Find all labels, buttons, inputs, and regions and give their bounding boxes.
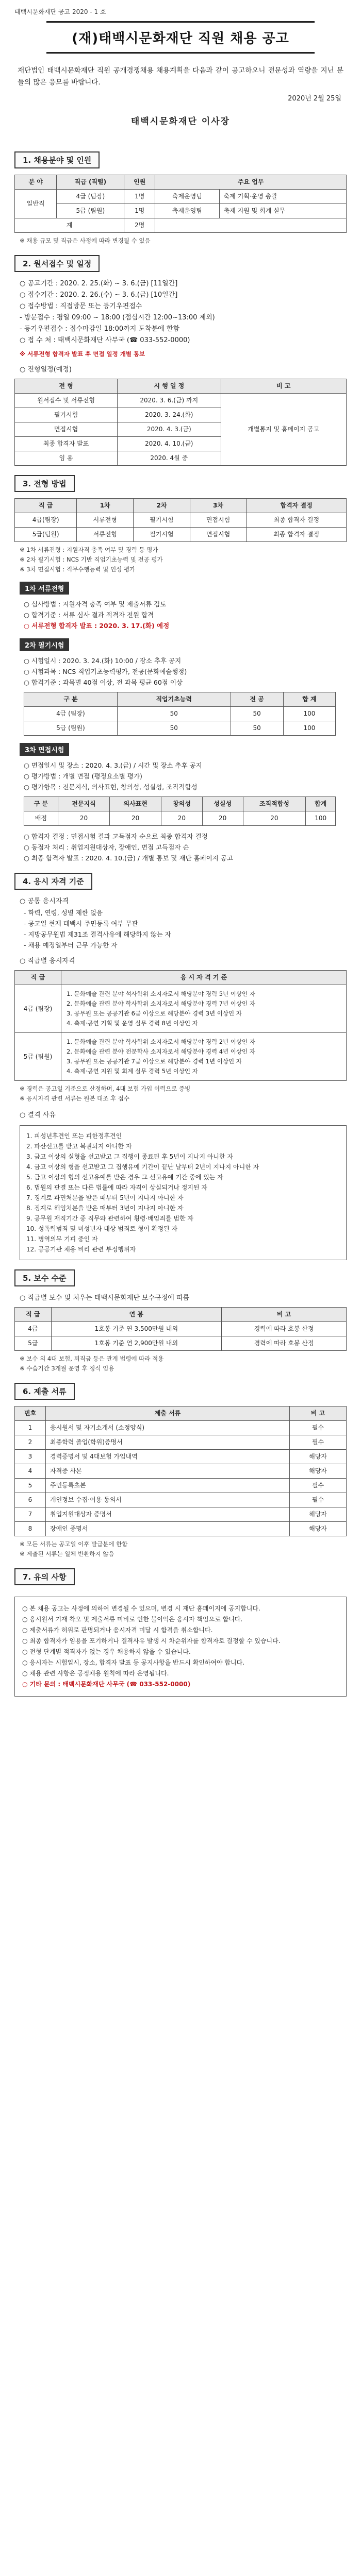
- stage-line: ○ 서류전형 합격자 발표 : 2020. 3. 17.(화) 예정: [24, 622, 170, 630]
- info-line: ○ 공고기간 : 2020. 2. 25.(화) ~ 3. 6.(금) [11일간]: [20, 280, 178, 287]
- schedule-table: [14, 379, 347, 466]
- qual-th: 응 시 자 격 기 준: [61, 971, 347, 985]
- interview-th: 조직적합성: [243, 797, 305, 811]
- schedule-date: 2020. 3. 6.(금) 까지: [118, 394, 221, 408]
- table-row: [15, 1033, 347, 1081]
- interview-table: [24, 796, 336, 826]
- table-row: [15, 1522, 347, 1536]
- info-line: - 방문접수 : 평일 09:00 ~ 18:00 (점심시간 12:00~13:00 제외): [20, 314, 215, 321]
- process-cell: 필기시험: [134, 528, 190, 542]
- section-5-heading: 5. 보수 수준: [14, 1269, 75, 1286]
- interview-th: 창의성: [161, 797, 202, 811]
- doc-th: 번호: [15, 1406, 46, 1421]
- common-line: - 채용 예정일부터 근무 가능한 자: [24, 941, 118, 949]
- doc-note: 필수: [290, 1479, 347, 1493]
- table-row: [15, 394, 347, 408]
- recruit-th-grade: 직급 (직렬): [57, 175, 124, 190]
- notice-date: 2020년 2월 25일: [288, 95, 341, 103]
- precaution-line: ○ 채용 관련 사항은 공정채용 원칙에 따라 운영됩니다.: [22, 1670, 169, 1677]
- exam-cell: 100: [283, 707, 336, 721]
- disq-line: 2. 파산선고를 받고 복권되지 아니한 자: [26, 1143, 132, 1150]
- page-title: (재)태백시문화재단 직원 채용 공고: [72, 31, 289, 46]
- final-decision: [24, 831, 347, 863]
- section-1-note: ※ 채용 규모 및 직급은 사정에 따라 변경될 수 있음: [20, 237, 151, 244]
- stage-2-heading: 2차 필기시험: [20, 638, 69, 651]
- intro-text: 재단법인 태백시문화재단 직원 공개경쟁채용 채용계획을 다음과 같이 공고하오니 전문성과 역량을 지닌 분들의 많은 응모를 바랍니다.: [18, 66, 343, 87]
- stage-line: ○ 평가항목 : 전문지식, 의사표현, 창의성, 성실성, 조직적합성: [24, 783, 198, 791]
- final-line: ○ 합격자 결정 : 면접시험 결과 고득점자 순으로 최종 합격자 결정: [24, 833, 208, 840]
- precaution-line: ○ 응시원서 기재 착오 및 제출서류 미비로 인한 불이익은 응시자 책임으로 합니다.: [22, 1616, 243, 1623]
- schedule-date: 2020. 3. 24.(화): [118, 408, 221, 422]
- disq-line: 5. 금고 이상의 형의 선고유예를 받은 경우 그 선고유예 기간 중에 있는 자: [26, 1174, 223, 1181]
- doc-th: 제출 서류: [46, 1406, 290, 1421]
- recruit-duty: 축제 지원 및 회계 실무: [219, 204, 346, 218]
- contact-line: ○ 기타 문의 : 태백시문화재단 사무국 (☎ 033-552-0000): [22, 1681, 191, 1688]
- interview-th: 합계: [306, 797, 336, 811]
- disqualification-box: [20, 1125, 347, 1260]
- schedule-stage: 최종 합격자 발표: [15, 437, 118, 451]
- qual-grade: 4급 (팀장): [15, 985, 61, 1033]
- doc-name: 자격증 사본: [46, 1464, 290, 1479]
- precaution-line: ○ 본 채용 공고는 사정에 의하여 변경될 수 있으며, 변경 시 재단 홈페이지에 공지합니다.: [22, 1605, 260, 1612]
- stage-line: ○ 시험과목 : NCS 직업기초능력평가, 전공(문화예술행정): [24, 668, 187, 675]
- doc-no: 7: [15, 1507, 46, 1522]
- table-row: [15, 985, 347, 1033]
- table-row: [15, 1322, 347, 1336]
- process-table: [14, 498, 347, 542]
- stage-line: ○ 시험일시 : 2020. 3. 24.(화) 10:00 / 장소 추후 공지: [24, 657, 182, 665]
- section-2-heading: 2. 원서접수 및 일정: [14, 255, 100, 272]
- schedule-stage: 임 용: [15, 451, 118, 466]
- process-note: ※ 2차 필기시험 : NCS 기반 직업기초능력 및 전공 평가: [20, 556, 163, 563]
- doc-note: 해당자: [290, 1507, 347, 1522]
- pay-cell: 4급: [15, 1322, 52, 1336]
- process-th: 합격자 결정: [247, 499, 347, 513]
- qual-grade: 5급 (팀원): [15, 1033, 61, 1081]
- doc-number: 태백시문화재단 공고 2020 - 1 호: [14, 8, 106, 15]
- process-note: ※ 3차 면접시험 : 직무수행능력 및 인성 평가: [20, 566, 136, 573]
- pay-th: 비 고: [222, 1308, 347, 1322]
- info-line: ○ 접수기간 : 2020. 2. 26.(수) ~ 3. 6.(금) [10일간]: [20, 291, 178, 299]
- stage-1-details: [24, 599, 347, 631]
- table-row: [15, 190, 347, 204]
- qual-th: 직 급: [15, 971, 61, 985]
- pay-cell: 1호봉 기준 연 2,900만원 내외: [51, 1336, 222, 1351]
- common-line: - 공고일 현재 태백시 주민등록 여부 무관: [24, 920, 138, 927]
- interview-cell: 20: [58, 811, 109, 826]
- doc-footnote: ※ 모든 서류는 공고일 이후 발급분에 한함: [20, 1540, 128, 1548]
- process-cell: 4급(팀장): [15, 513, 77, 528]
- doc-no: 4: [15, 1464, 46, 1479]
- disq-line: 12. 공공기관 채용 비리 관련 부정행위자: [26, 1246, 136, 1253]
- process-th: 2차: [134, 499, 190, 513]
- common-line: - 지방공무원법 제31조 결격사유에 해당하지 않는 자: [24, 930, 171, 938]
- table-row: [15, 513, 347, 528]
- common-line: - 학력, 연령, 성별 제한 없음: [24, 909, 103, 917]
- recruit-th-duty: 주요 업무: [155, 175, 347, 190]
- interview-th: 성실성: [202, 797, 243, 811]
- disq-line: 7. 징계로 파면처분을 받은 때부터 5년이 지나지 아니한 자: [26, 1194, 184, 1201]
- schedule-th-stage: 전 형: [15, 379, 118, 394]
- recruit-duty: 축제 기획·운영 총괄: [219, 190, 346, 204]
- qual-note: ※ 응시자격 관련 서류는 원본 대조 후 접수: [20, 1095, 129, 1102]
- qual-criteria: 1. 문화예술 관련 분야 학사학위 소지자로서 해당분야 경력 2년 이상인 자 2. 문화예술 관련 분야 전문학사 소지자로서 해당분야 경력 4년 이상인 자 3. 공무원 또는 공공기관 7급 이상으로 해당분야 경력 1년 이상인 자 4. 축제·공연 지원 및 회계 실무 경력 5년 이상인 자: [61, 1033, 347, 1081]
- doc-name: 장애인 증명서: [46, 1522, 290, 1536]
- schedule-th-note: 비 고: [221, 379, 347, 394]
- schedule-date: 2020. 4. 10.(금): [118, 437, 221, 451]
- schedule-note: 개별통지 및 홈페이지 공고: [221, 394, 347, 466]
- process-cell: 면접시험: [190, 528, 247, 542]
- common-title: ○ 공통 응시자격: [20, 897, 69, 905]
- pay-note: ※ 수습기간 3개월 운영 후 정식 임용: [20, 1365, 114, 1372]
- doc-no: 2: [15, 1435, 46, 1450]
- recruit-count: 1명: [124, 190, 155, 204]
- precaution-line: ○ 제출서류가 허위로 판명되거나 응시자격 미달 시 합격을 취소합니다.: [22, 1626, 213, 1634]
- exam-cell: 100: [283, 721, 336, 736]
- section-4-heading: 4. 응시 자격 기준: [14, 873, 92, 890]
- stage-3-heading: 3차 면접시험: [20, 743, 69, 756]
- interview-cell: 100: [306, 811, 336, 826]
- common-qualifications: [24, 907, 347, 951]
- table-row: [15, 1493, 347, 1507]
- schedule-stage: 원서접수 및 서류전형: [15, 394, 118, 408]
- exam-th: 합 계: [283, 692, 336, 707]
- qualification-table: [14, 970, 347, 1081]
- process-cell: 서류전형: [77, 528, 134, 542]
- exam-th: 직업기초능력: [117, 692, 231, 707]
- interview-th: 구 분: [24, 797, 58, 811]
- disq-line: 8. 징계로 해임처분을 받은 때부터 3년이 지나지 아니한 자: [26, 1205, 184, 1212]
- doc-note: 해당자: [290, 1464, 347, 1479]
- disq-title: ○ 결격 사유: [20, 1111, 56, 1119]
- pay-note: ※ 보수 외 4대 보험, 퇴직금 등은 관계 법령에 따라 적용: [20, 1355, 164, 1362]
- doc-no: 5: [15, 1479, 46, 1493]
- qual-note: ※ 경력은 공고일 기준으로 산정하며, 4대 보험 가입 이력으로 증빙: [20, 1085, 191, 1092]
- exam-cell: 50: [231, 721, 283, 736]
- issuing-org: 태백시문화재단 이사장: [130, 116, 231, 127]
- process-cell: 최종 합격자 결정: [247, 528, 347, 542]
- interview-cell: 20: [202, 811, 243, 826]
- schedule-date: 2020. 4. 3.(금): [118, 422, 221, 437]
- pay-intro: ○ 직급별 보수 및 처우는 태백시문화재단 보수규정에 따름: [20, 1294, 190, 1302]
- section-3-heading: 3. 전형 방법: [14, 475, 75, 492]
- precaution-line: ○ 최종 합격자가 임용을 포기하거나 결격사유 발생 시 차순위자를 합격자로 결정할 수 있습니다.: [22, 1637, 281, 1645]
- recruit-th-count: 인원: [124, 175, 155, 190]
- precautions-box: [14, 1597, 347, 1697]
- doc-note: 필수: [290, 1421, 347, 1435]
- recruit-th-field: 분 야: [15, 175, 57, 190]
- recruit-grade: 4급 (팀장): [57, 190, 124, 204]
- section-6-heading: 6. 제출 서류: [14, 1383, 75, 1400]
- interview-cell: 20: [110, 811, 161, 826]
- disq-line: 1. 피성년후견인 또는 피한정후견인: [26, 1132, 122, 1140]
- exam-cell: 50: [117, 707, 231, 721]
- process-cell: 5급(팀원): [15, 528, 77, 542]
- pay-cell: 1호봉 기준 연 3,500만원 내외: [51, 1322, 222, 1336]
- disq-line: 3. 금고 이상의 실형을 선고받고 그 집행이 종료된 후 5년이 지나지 아니한 자: [26, 1153, 234, 1160]
- process-cell: 필기시험: [134, 513, 190, 528]
- table-row: [15, 218, 347, 233]
- recruit-total-label: 계: [15, 218, 124, 233]
- disq-line: 9. 공무원 재직기간 중 직무와 관련하여 횡령·배임죄를 범한 자: [26, 1215, 193, 1222]
- table-row: [15, 1479, 347, 1493]
- interview-cell: 20: [243, 811, 305, 826]
- doc-note: 해당자: [290, 1450, 347, 1464]
- interview-cell: 20: [161, 811, 202, 826]
- pay-table: [14, 1307, 347, 1351]
- doc-note: 필수: [290, 1493, 347, 1507]
- table-row: [24, 707, 336, 721]
- recruit-team: 축제운영팀: [155, 204, 219, 218]
- process-cell: 면접시험: [190, 513, 247, 528]
- schedule-stage: 면접시험: [15, 422, 118, 437]
- pay-th: 연 봉: [51, 1308, 222, 1322]
- exam-cell: 50: [231, 707, 283, 721]
- recruit-count: 1명: [124, 204, 155, 218]
- doc-name: 주민등록초본: [46, 1479, 290, 1493]
- table-row: [15, 1421, 347, 1435]
- section-2-red-note: ※ 서류전형 합격자 발표 후 면접 일정 개별 통보: [20, 350, 145, 358]
- doc-note: 해당자: [290, 1522, 347, 1536]
- final-line: ○ 최종 합격자 발표 : 2020. 4. 10.(금) / 개별 통보 및 재단 홈페이지 공고: [24, 854, 233, 862]
- exam-cell: 50: [117, 721, 231, 736]
- doc-th: 비 고: [290, 1406, 347, 1421]
- section-1-heading: 1. 채용분야 및 인원: [14, 151, 100, 168]
- table-row: [24, 721, 336, 736]
- doc-no: 1: [15, 1421, 46, 1435]
- doc-name: 개인정보 수집·이용 동의서: [46, 1493, 290, 1507]
- doc-no: 8: [15, 1522, 46, 1536]
- pay-cell: 5급: [15, 1336, 52, 1351]
- process-th: 직 급: [15, 499, 77, 513]
- table-row: [15, 1435, 347, 1450]
- stage-line: ○ 평가방법 : 개별 면접 (평정요소별 평가): [24, 772, 142, 780]
- disq-line: 11. 병역의무 기피 중인 자: [26, 1235, 98, 1243]
- disq-line: 10. 성폭력범죄 및 미성년자 대상 범죄로 형이 확정된 자: [26, 1225, 178, 1232]
- table-row: [24, 811, 336, 826]
- schedule-date: 2020. 4월 중: [118, 451, 221, 466]
- schedule-th-date: 시 행 일 정: [118, 379, 221, 394]
- stage-line: ○ 합격기준 : 서류 심사 결과 적격자 전원 합격: [24, 611, 154, 619]
- written-exam-table: [24, 692, 336, 736]
- title-box: [46, 21, 315, 54]
- doc-name: 응시원서 및 자기소개서 (소정양식): [46, 1421, 290, 1435]
- table-row: [15, 1450, 347, 1464]
- pay-cell: 경력에 따라 호봉 산정: [222, 1322, 347, 1336]
- stage-3-details: [24, 760, 347, 792]
- disq-line: 4. 금고 이상의 형을 선고받고 그 집행유예 기간이 끝난 날부터 2년이 지나지 아니한 자: [26, 1163, 259, 1171]
- application-info: [20, 278, 347, 346]
- schedule-stage: 필기시험: [15, 408, 118, 422]
- info-line: ○ 접수방법 : 직접방문 또는 등기우편접수: [20, 302, 142, 310]
- exam-cell: 4급 (팀장): [24, 707, 118, 721]
- documents-table: [14, 1406, 347, 1536]
- process-cell: 최종 합격자 결정: [247, 513, 347, 528]
- stage-line: ○ 합격기준 : 과목별 40점 이상, 전 과목 평균 60점 이상: [24, 679, 183, 686]
- recruit-table: [14, 175, 347, 233]
- section-7-heading: 7. 유의 사항: [14, 1568, 75, 1585]
- req-title: ○ 직급별 응시자격: [20, 957, 75, 965]
- doc-name: 취업지원대상자 증명서: [46, 1507, 290, 1522]
- process-th: 3차: [190, 499, 247, 513]
- table-row: [15, 1464, 347, 1479]
- stage-line: ○ 심사방법 : 지원자격 충족 여부 및 제출서류 검토: [24, 600, 167, 608]
- recruit-total: 2명: [124, 218, 155, 233]
- precaution-line: ○ 전형 단계별 적격자가 없는 경우 채용하지 않을 수 있습니다.: [22, 1648, 191, 1655]
- stage-1-heading: 1차 서류전형: [20, 582, 69, 595]
- pay-cell: 경력에 따라 호봉 산정: [222, 1336, 347, 1351]
- table-row: [15, 1507, 347, 1522]
- doc-no: 3: [15, 1450, 46, 1464]
- exam-cell: 5급 (팀원): [24, 721, 118, 736]
- recruit-team: 축제운영팀: [155, 190, 219, 204]
- schedule-title: ○ 전형일정(예정): [20, 366, 72, 374]
- doc-no: 6: [15, 1493, 46, 1507]
- recruit-field: 일반직: [15, 190, 57, 218]
- doc-name: 경력증명서 및 4대보험 가입내역: [46, 1450, 290, 1464]
- qual-criteria: 1. 문화예술 관련 분야 석사학위 소지자로서 해당분야 경력 5년 이상인 자 2. 문화예술 관련 분야 학사학위 소지자로서 해당분야 경력 7년 이상인 자 3. 공무원 또는 공공기관 6급 이상으로 해당분야 경력 3년 이상인 자 4. 축제·공연 기획 및 운영 실무 경력 8년 이상인 자: [61, 985, 347, 1033]
- doc-name: 최종학력 졸업(학위)증명서: [46, 1435, 290, 1450]
- stage-line: ○ 면접일시 및 장소 : 2020. 4. 3.(금) / 시간 및 장소 추후 공지: [24, 761, 202, 769]
- table-row: [15, 1336, 347, 1351]
- doc-footnote: ※ 제출된 서류는 일체 반환하지 않음: [20, 1550, 114, 1557]
- info-line: ○ 접 수 처 : 태백시문화재단 사무국 (☎ 033-552-0000): [20, 336, 190, 344]
- doc-note: 필수: [290, 1435, 347, 1450]
- stage-2-details: [24, 655, 347, 688]
- pay-th: 직 급: [15, 1308, 52, 1322]
- disq-line: 6. 법원의 판결 또는 다른 법률에 따라 자격이 상실되거나 정지된 자: [26, 1184, 207, 1191]
- table-row: [15, 204, 347, 218]
- precaution-line: ○ 응시자는 시험일시, 장소, 합격자 발표 등 공지사항을 반드시 확인하여야 합니다.: [22, 1659, 245, 1666]
- process-cell: 서류전형: [77, 513, 134, 528]
- info-line: - 등기우편접수 : 접수마감일 18:00까지 도착분에 한함: [20, 325, 179, 333]
- table-row: [15, 528, 347, 542]
- exam-th: 전 공: [231, 692, 283, 707]
- process-th: 1차: [77, 499, 134, 513]
- interview-th: 전문지식: [58, 797, 109, 811]
- final-line: ○ 동점자 처리 : 취업지원대상자, 장애인, 면접 고득점자 순: [24, 843, 189, 851]
- interview-th: 의사표현: [110, 797, 161, 811]
- exam-th: 구 분: [24, 692, 118, 707]
- interview-cell: 배점: [24, 811, 58, 826]
- process-note: ※ 1차 서류전형 : 지원자격 충족 여부 및 경력 등 평가: [20, 546, 158, 553]
- recruit-grade: 5급 (팀원): [57, 204, 124, 218]
